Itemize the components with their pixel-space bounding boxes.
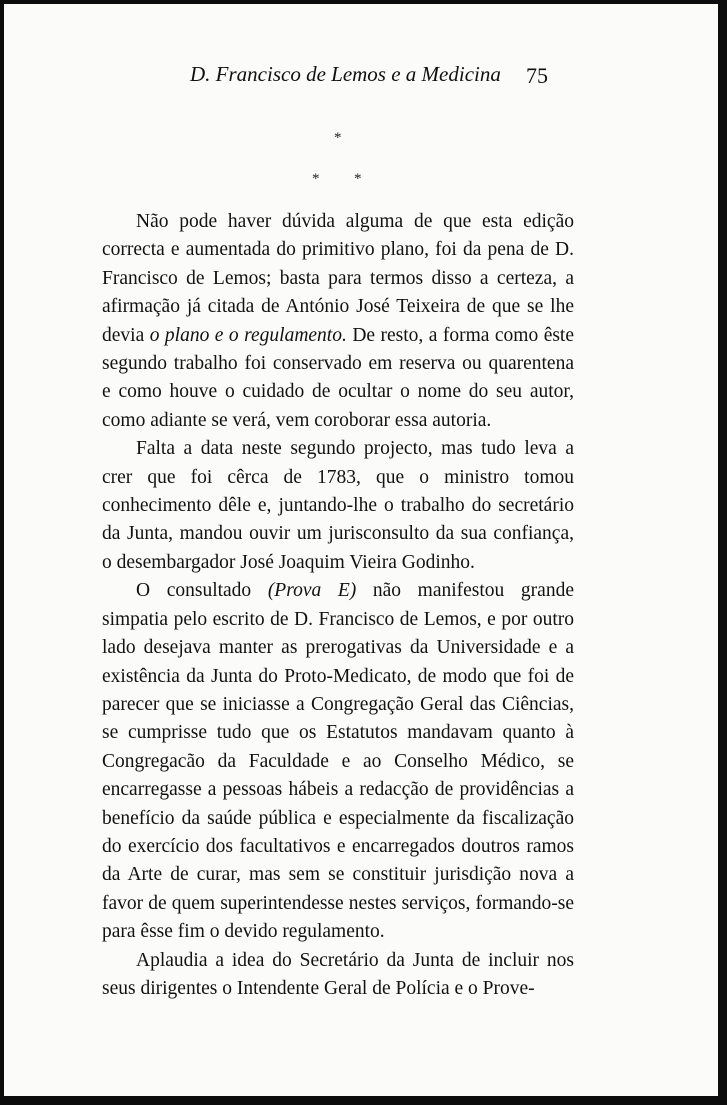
paragraph-3 [102, 577, 574, 946]
running-title: D. Francisco de Lemos e a Medicina [190, 62, 501, 86]
asterisk: * [354, 171, 362, 187]
paragraph-text: Não pode haver dúvida alguma de que esta edição correcta e aumentada do primitivo plano, foi da pena de D. Francisco de Lemos; basta para termos disso a certeza, a afirmação já citada de António José Teixeira de que se lhe devia [102, 211, 574, 346]
paragraph-4 [102, 947, 574, 1004]
paragraph-text: Falta a data neste segundo projecto, mas tudo leva a crer que foi cêrca de 1783, que o ministro tomou conhecimento dêle e, juntando-lhe o trabalho do secretário da Junta, mandou ouvir um jurisconsulto da sua confiança, o desembargador José Joaquim Vieira Godinho. [102, 438, 574, 573]
paragraph-text: Aplaudia a idea do Secretário da Junta de incluir nos seus dirigentes o Intendente Geral de Polícia e o Prove- [102, 949, 574, 999]
paragraph-text: O consultado [136, 580, 268, 602]
paragraph-1 [102, 208, 574, 435]
paragraph-2 [102, 435, 574, 577]
paragraph-text: não manifestou grande simpatia pelo escrito de D. Francisco de Lemos, e por outro lado desejava manter as prerogativas da Universidade e a existência da Junta do Proto-Medicato, de modo que foi de parecer que se iniciasse a Congregação Geral das Ciências, se cumprisse tudo que os Estatutos mandavam quanto à Congregacão da Faculdade e ao Conselho Médico, se encarregasse a pessoas hábeis a redacção de providências a benefício da saúde pública e especialmente da fiscalização do exercício dos facultativos e encarregados doutros ramos da Arte de curar, mas sem se constituir jurisdição nova a favor de quem superintendesse nestes serviços, formando-se para êsse fim o devido regulamento. [102, 580, 574, 943]
italic-reference: (Prova E) [267, 580, 357, 602]
running-header [4, 62, 718, 92]
italic-phrase: o plano e o regulamento. [149, 324, 347, 346]
body-text [102, 208, 574, 1003]
paragraph-text: De resto, a forma como êste segundo trabalho foi conservado em reserva ou quarentena e como houve o cuidado de ocultar o nome do seu autor, como adiante se verá, vem coroborar essa autoria. [102, 324, 575, 431]
asterisk: * [312, 171, 320, 187]
page-number: 75 [526, 63, 548, 88]
asterisk: * [334, 130, 342, 146]
book-page [4, 4, 718, 1096]
